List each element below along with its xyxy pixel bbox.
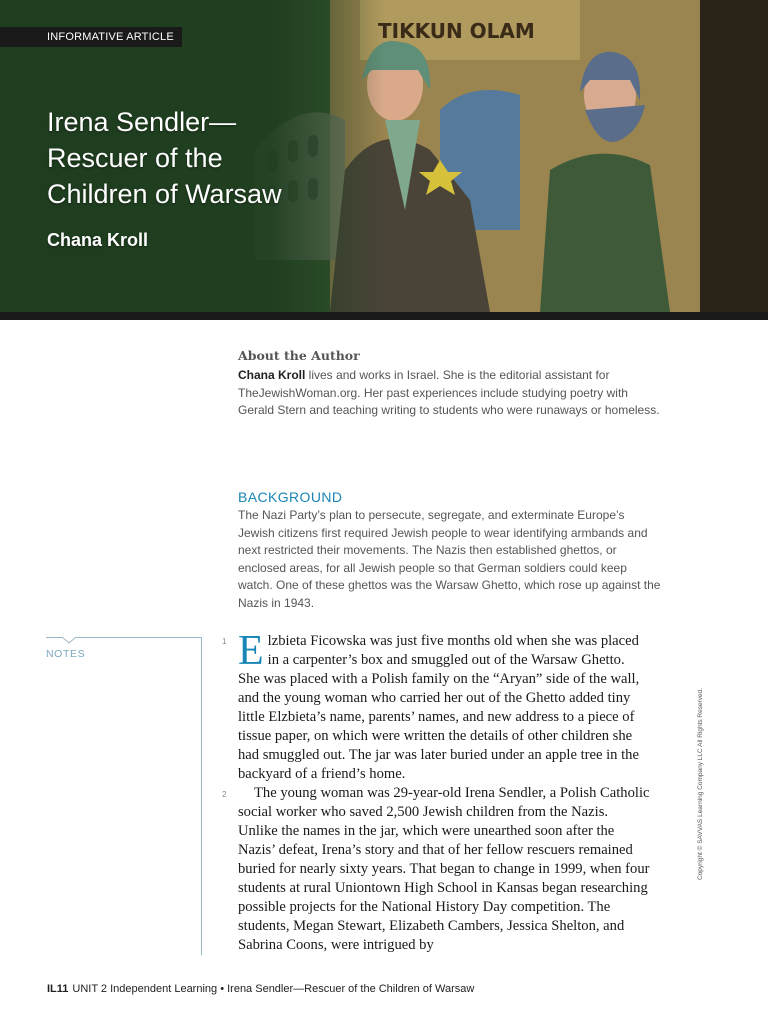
background-heading: BACKGROUND xyxy=(238,489,343,505)
notes-label: NOTES xyxy=(46,648,86,660)
paragraph-number: 2 xyxy=(222,790,227,799)
notes-column[interactable] xyxy=(46,637,202,955)
about-author-name: Chana Kroll xyxy=(238,368,306,382)
copyright-notice: Copyright © SAVVAS Learning Company LLC All Rights Reserved. xyxy=(697,687,704,880)
background-text: The Nazi Party’s plan to persecute, segregate, and exterminate Europe’s Jewish citizens first required Jewish people to wear identifying armbands and next restricted their movements. The Nazis then established ghettos, or enclosed areas, for all Jewish people so that German soldiers could keep watch. One of these ghettos was the Warsaw Ghetto, which rose up against the Nazis in 1943. xyxy=(238,508,661,610)
article-title xyxy=(47,104,347,212)
background-section xyxy=(238,489,663,613)
paragraph-2: The young woman was 29-year-old Irena Sendler, a Polish Catholic social worker who saved 2,500 Jewish children from the Nazis. Unlike the names in the jar, which were unearthed soon after the Nazis’ defeat, Irena’s story and that of her fellow rescuers remained buried for nearly sixty years. That began to change in 1999, when four students at rural Uniontown High School in Kansas began researching possible projects for the National History Day competition. The students, Megan Stewart, Elizabeth Cambers, Jessica Shelton, and Sabrina Coons, were intrigued by xyxy=(238,785,650,953)
article-body xyxy=(238,628,650,955)
page-number: IL11 xyxy=(47,983,69,995)
drop-cap: E xyxy=(238,628,264,674)
about-text xyxy=(238,367,663,420)
title-line: Irena Sendler— xyxy=(47,107,237,137)
paragraph-number: 1 xyxy=(222,637,227,646)
page-footer xyxy=(47,983,474,995)
about-the-author xyxy=(238,348,663,420)
title-line: Children of Warsaw xyxy=(47,179,282,209)
article-author: Chana Kroll xyxy=(47,230,149,250)
hero-banner xyxy=(0,0,768,320)
article-type-label: INFORMATIVE ARTICLE xyxy=(0,27,182,47)
about-heading: About the Author xyxy=(238,348,360,363)
hero-bottom-bar xyxy=(0,312,768,320)
about-body: lives and works in Israel. She is the editorial assistant for TheJewishWoman.org. Her past experiences include studying poetry with Gerald Stern and teaching writing to students who were runaways or homeless. xyxy=(238,368,660,417)
footer-text: UNIT 2 Independent Learning • Irena Sendler—Rescuer of the Children of Warsaw xyxy=(72,983,475,995)
title-line: Rescuer of the xyxy=(47,143,223,173)
paragraph-1 xyxy=(238,628,650,784)
notes-notch-icon xyxy=(62,636,76,644)
paragraph-1-text: lzbieta Ficowska was just five months old when she was placed in a carpenter’s box and smuggled out of the Warsaw Ghetto. She was placed with a Polish family on the “Aryan” side of the wall, and the young woman who carried her out of the Ghetto added tiny little Elzbieta’s name, parents’ names, and new address to a piece of tissue paper, on which were written the details of other children she had smuggled out. The jar was later buried under an apple tree in the backyard of a friend’s home. xyxy=(238,633,640,782)
